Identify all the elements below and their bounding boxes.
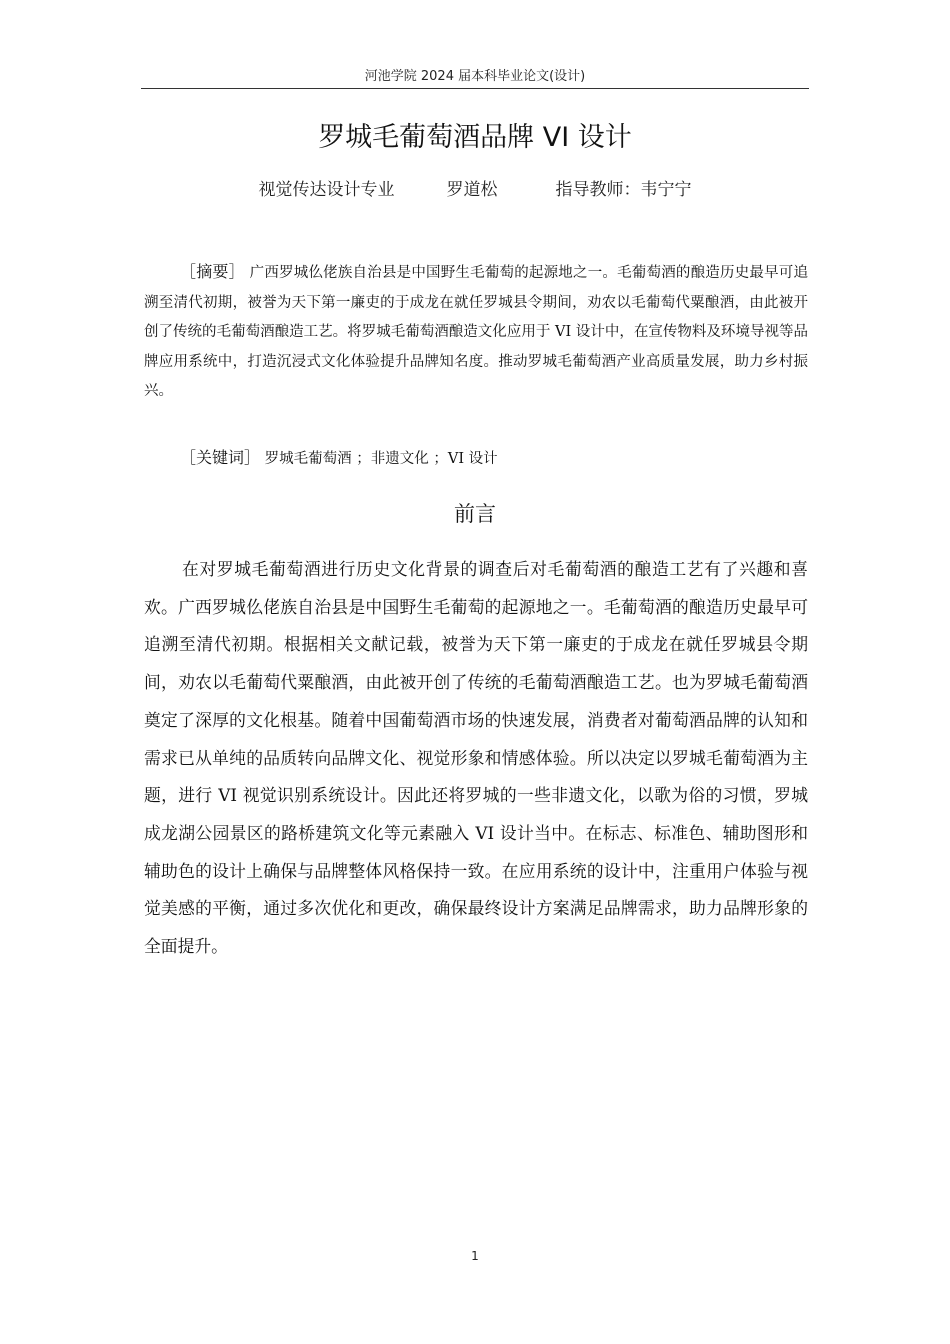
major: 视觉传达设计专业 bbox=[258, 180, 395, 200]
abstract-text: 广西罗城仫佬族自治县是中国野生毛葡萄的起源地之一。毛葡萄酒的酿造历史最早可追溯至清代初期，被誉为天下第一廉吏的于成龙在就任罗城县令期间，劝农以毛葡萄代粟酿酒，由此被开创了传统的毛葡萄酒酿造工艺。将罗城毛葡萄酒酿造文化应用于 VI 设计中，在宣传物料及环境导视等品牌应用系统中，打造沉浸式文化体验提升品牌知名度。推动罗城毛葡萄酒产业高质量发展，助力乡村振兴。 bbox=[144, 265, 808, 399]
running-header: 河池学院 2024 届本科毕业论文(设计) bbox=[364, 69, 586, 84]
abstract-label: ［摘要］ bbox=[180, 262, 245, 281]
keywords bbox=[144, 443, 808, 474]
abstract bbox=[144, 257, 808, 407]
keywords-text: 罗城毛葡萄酒 ；非遗文化 ；VI 设计 bbox=[264, 451, 498, 467]
header-rule bbox=[141, 88, 809, 89]
author-name: 罗道松 bbox=[446, 180, 498, 200]
body-paragraph: 在对罗城毛葡萄酒进行历史文化背景的调查后对毛葡萄酒的酿造工艺有了兴趣和喜欢。广西罗城仫佬族自治县是中国野生毛葡萄的起源地之一。毛葡萄酒的酿造历史最早可追溯至清代初期。根据相关文献记载，被誉为天下第一廉吏的于成龙在就任罗城县令期间，劝农以毛葡萄代粟酿酒，由此被开创了传统的毛葡萄酒酿造工艺。也为罗城毛葡萄酒奠定了深厚的文化根基。随着中国葡萄酒市场的快速发展，消费者对葡萄酒品牌的认知和需求已从单纯的品质转向品牌文化、视觉形象和情感体验。所以决定以罗城毛葡萄酒为主题，进行 VI 视觉识别系统设计。因此还将罗城的一些非遗文化，以歌为俗的习惯，罗城成龙湖公园景区的路桥建筑文化等元素融入 VI 设计当中。在标志、标准色、辅助图形和辅助色的设计上确保与品牌整体风格保持一致。在应用系统的设计中，注重用户体验与视觉美感的平衡，通过多次优化和更改，确保最终设计方案满足品牌需求，助力品牌形象的全面提升。 bbox=[144, 559, 808, 957]
advisor: 指导教师：韦宁宁 bbox=[555, 180, 692, 200]
keywords-label: ［关键词］ bbox=[180, 448, 261, 467]
page-number: 1 bbox=[471, 1249, 479, 1263]
section-heading: 前言 bbox=[454, 502, 496, 526]
paper-title: 罗城毛葡萄酒品牌 VI 设计 bbox=[318, 122, 632, 153]
byline bbox=[141, 176, 809, 204]
